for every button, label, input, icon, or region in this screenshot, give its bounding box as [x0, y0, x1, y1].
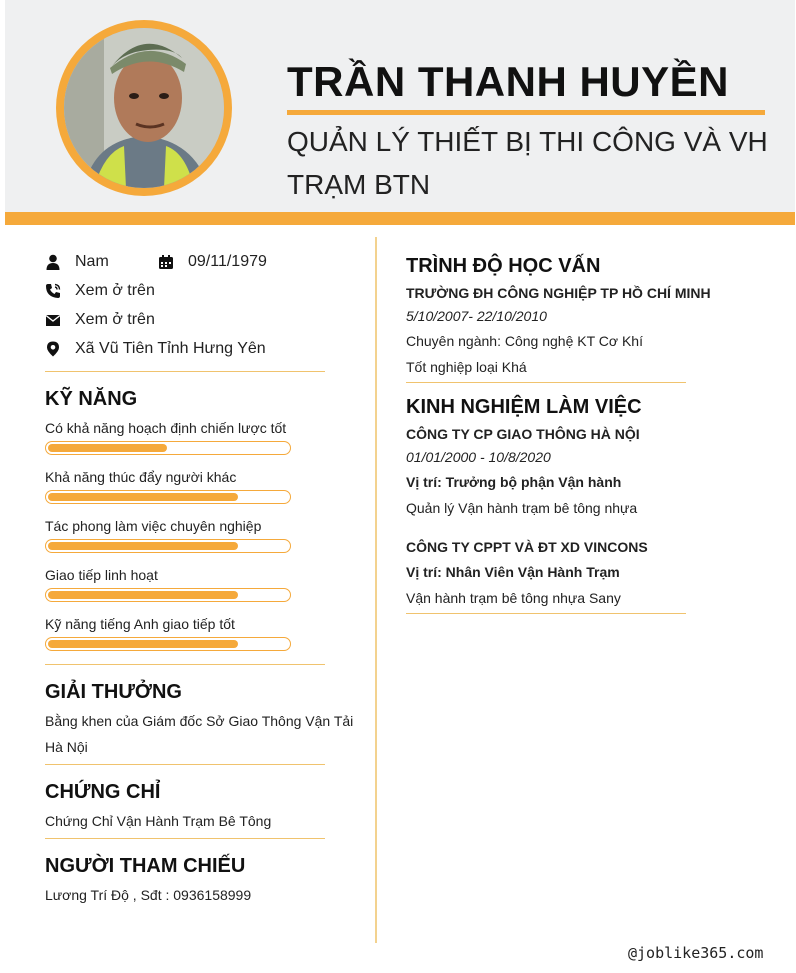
certificate-text: Chứng Chỉ Vận Hành Trạm Bê Tông — [45, 813, 272, 829]
address-row — [45, 340, 266, 358]
skill-label: Có khả năng hoạch định chiến lược tốt — [45, 420, 287, 436]
divider — [45, 764, 325, 765]
divider — [45, 371, 325, 372]
divider — [45, 838, 325, 839]
skill-label: Giao tiếp linh hoạt — [45, 567, 158, 583]
avatar — [56, 20, 232, 196]
education-dates: 5/10/2007- 22/10/2010 — [406, 308, 547, 324]
address-value: Xã Vũ Tiên Tỉnh Hưng Yên — [75, 340, 266, 357]
reference-text: Lương Trí Độ , Sđt : 0936158999 — [45, 887, 252, 903]
job-description: Quản lý Vận hành trạm bê tông nhựa — [406, 500, 638, 516]
award-line1: Bằng khen của Giám đốc Sở Giao Thông Vận Tải — [45, 713, 354, 729]
column-divider — [375, 237, 377, 943]
watermark: @joblike365.com — [628, 944, 764, 962]
birthday-value: 09/11/1979 — [188, 253, 267, 270]
skill-bar — [45, 588, 291, 602]
job-dates: 01/01/2000 - 10/8/2020 — [406, 449, 551, 465]
skill-bar — [45, 637, 291, 651]
skill-bar-fill — [48, 444, 167, 452]
skill-bar-fill — [48, 493, 238, 501]
experience-title: KINH NGHIỆM LÀM VIỆC — [406, 396, 642, 418]
skill-label: Khả năng thúc đẩy người khác — [45, 469, 237, 485]
education-major: Chuyên ngành: Công nghệ KT Cơ Khí — [406, 333, 643, 349]
gender-row — [45, 253, 109, 271]
email-value: Xem ở trên — [75, 311, 155, 328]
awards-title: GIẢI THƯỞNG — [45, 681, 182, 703]
header-accent-bar — [5, 212, 795, 225]
divider — [406, 613, 686, 614]
phone-row — [45, 282, 155, 300]
gender-value: Nam — [75, 253, 109, 270]
job-position — [287, 120, 787, 206]
education-title: TRÌNH ĐỘ HỌC VẤN — [406, 255, 601, 277]
skill-bar-fill — [48, 542, 238, 550]
education-grade: Tốt nghiệp loại Khá — [406, 359, 527, 375]
school-name: TRƯỜNG ĐH CÔNG NGHIỆP TP HỒ CHÍ MINH — [406, 285, 711, 301]
job-company: CÔNG TY CP GIAO THÔNG HÀ NỘI — [406, 426, 640, 442]
person-icon — [45, 254, 61, 270]
job-position-line2: TRẠM BTN — [287, 169, 431, 200]
skill-bar-fill — [48, 640, 238, 648]
skill-bar — [45, 441, 291, 455]
job-role: Vị trí: Trưởng bộ phận Vận hành — [406, 474, 622, 490]
references-title: NGƯỜI THAM CHIẾU — [45, 855, 246, 877]
calendar-icon — [158, 254, 174, 270]
birthday-row — [158, 253, 267, 271]
phone-icon — [45, 283, 61, 299]
job-description: Vận hành trạm bê tông nhựa Sany — [406, 590, 621, 606]
job-position-line1: QUẢN LÝ THIẾT BỊ THI CÔNG VÀ VH — [287, 126, 768, 157]
location-pin-icon — [45, 341, 61, 357]
skills-title: KỸ NĂNG — [45, 388, 138, 410]
phone-value: Xem ở trên — [75, 282, 155, 299]
email-row — [45, 311, 155, 329]
skill-bar — [45, 539, 291, 553]
profile-photo — [64, 28, 224, 188]
envelope-icon — [45, 312, 61, 328]
award-line2: Hà Nội — [45, 739, 88, 755]
divider — [45, 664, 325, 665]
candidate-name: TRẦN THANH HUYỀN — [287, 58, 729, 105]
job-role: Vị trí: Nhân Viên Vận Hành Trạm — [406, 564, 620, 580]
name-underline — [287, 110, 765, 115]
skill-label: Kỹ năng tiếng Anh giao tiếp tốt — [45, 616, 235, 632]
skill-label: Tác phong làm việc chuyên nghiệp — [45, 518, 262, 534]
divider — [406, 382, 686, 383]
certificates-title: CHỨNG CHỈ — [45, 781, 161, 803]
skill-bar-fill — [48, 591, 238, 599]
skill-bar — [45, 490, 291, 504]
job-company: CÔNG TY CPPT VÀ ĐT XD VINCONS — [406, 539, 648, 555]
